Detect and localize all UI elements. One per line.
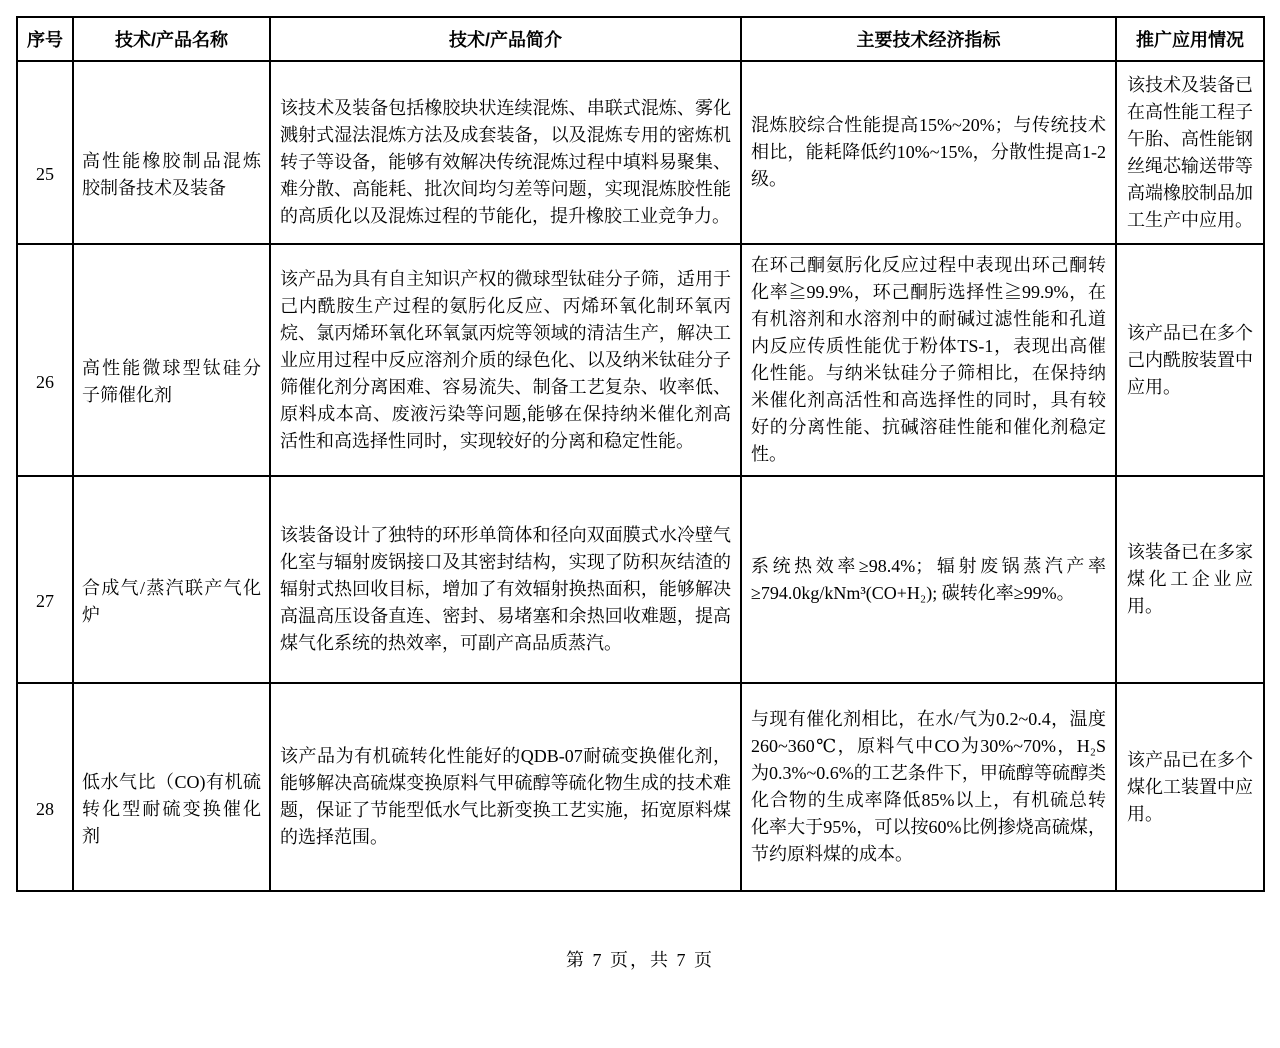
product-indicators: 混炼胶综合性能提高15%~20%；与传统技术相比，能耗降低约10%~15%，分散性提高1-2级。 xyxy=(751,115,1106,189)
product-application: 该产品已在多个己内酰胺装置中应用。 xyxy=(1127,322,1253,397)
row-27-name-cell xyxy=(73,476,270,683)
table-row-27 xyxy=(17,476,1264,683)
row-27-application-cell xyxy=(1116,476,1264,683)
row-27-intro-cell xyxy=(270,476,741,683)
row-26-number-cell xyxy=(17,244,73,476)
table-row-28 xyxy=(17,683,1264,891)
row-25-intro-cell xyxy=(270,61,741,244)
row-26-intro-cell xyxy=(270,244,741,476)
row-number: 28 xyxy=(36,798,54,819)
row-number: 27 xyxy=(36,591,54,611)
header-indicators: 主要技术经济指标 xyxy=(741,17,1116,61)
product-intro: 该技术及装备包括橡胶块状连续混炼、串联式混炼、雾化溅射式湿法混炼方法及成套装备，以及混炼专用的密炼机转子等设备，能够有效解决传统混炼过程中填料易聚集、难分散、高能耗、批次间均匀差等问题，实现混炼胶性能的高质化以及混炼过程的节能化，提升橡胶工业竞争力。 xyxy=(280,98,731,226)
header-name: 技术/产品名称 xyxy=(73,17,270,61)
row-number: 25 xyxy=(36,164,54,184)
row-28-application-cell xyxy=(1116,683,1264,891)
row-26-name-cell xyxy=(73,244,270,476)
page-number-footer: 第 7 页，共 7 页 xyxy=(566,950,714,970)
row-25-indicators-cell xyxy=(741,61,1116,244)
product-indicators: 系统热效率≥98.4%；辐射废锅蒸汽产率≥794.0kg/kNm³(CO+H₂); 碳转化率≥99%。 xyxy=(751,555,1106,603)
row-28-intro-cell xyxy=(270,683,741,891)
row-27-indicators-cell xyxy=(741,476,1116,683)
product-application: 该装备已在多家煤化工企业应用。 xyxy=(1127,542,1253,616)
row-26-indicators-cell xyxy=(741,244,1116,476)
product-name: 低水气比（CO)有机硫转化型耐硫变换催化剂 xyxy=(82,771,261,846)
product-name: 高性能微球型钛硅分子筛催化剂 xyxy=(82,358,261,405)
header-intro: 技术/产品简介 xyxy=(270,17,741,61)
row-25-name-cell xyxy=(73,61,270,244)
row-27-number-cell xyxy=(17,476,73,683)
product-intro: 该产品为有机硫转化性能好的QDB-07耐硫变换催化剂，能够解决高硫煤变换原料气甲硫醇等硫化物生成的技术难题，保证了节能型低水气比新变换工艺实施，拓宽原料煤的选择范围。 xyxy=(280,746,731,847)
product-intro: 该装备设计了独特的环形单筒体和径向双面膜式水冷壁气化室与辐射废锅接口及其密封结构，实现了防积灰结渣的辐射式热回收目标，增加了有效辐射换热面积，能够解决高温高压设备直连、密封、易堵塞和余热回收难题，提高煤气化系统的热效率，可副产高品质蒸汽。 xyxy=(280,525,731,653)
header-row xyxy=(17,17,1264,61)
table-row-25 xyxy=(17,61,1264,244)
header-application: 推广应用情况 xyxy=(1116,17,1264,61)
product-indicators: 在环己酮氨肟化反应过程中表现出环己酮转化率≧99.9%，环己酮肟选择性≧99.9%，在有机溶剂和水溶剂中的耐碱过滤性能和孔道内反应传质性能优于粉体TS-1，表现出高催化性能。与纳米钛硅分子筛相比，在保持纳米催化剂高活性和高选择性的同时，具有较好的分离性能、抗碱溶硅性能和催化剂稳定性。 xyxy=(751,255,1106,464)
row-25-number-cell xyxy=(17,61,73,244)
row-26-application-cell xyxy=(1116,244,1264,476)
row-25-application-cell xyxy=(1116,61,1264,244)
product-application: 该技术及装备已在高性能工程子午胎、高性能钢丝绳芯输送带等高端橡胶制品加工生产中应用。 xyxy=(1127,74,1253,230)
row-28-name-cell xyxy=(73,683,270,891)
product-intro: 该产品为具有自主知识产权的微球型钛硅分子筛，适用于己内酰胺生产过程的氨肟化反应、丙烯环氧化制环氧丙烷、氯丙烯环氧化环氧氯丙烷等领域的清洁生产，解决工业应用过程中反应溶剂介质的绿色化、以及纳米钛硅分子筛催化剂分离困难、容易流失、制备工艺复杂、收率低、原料成本高、废液污染等问题,能够在保持纳米催化剂高活性和高选择性同时，实现较好的分离和稳定性能。 xyxy=(280,268,731,451)
product-indicators: 与现有催化剂相比，在水/气为0.2~0.4，温度260~360℃，原料气中CO为30%~70%，H₂S为0.3%~0.6%的工艺条件下，甲硫醇等硫醇类化合物的生成率降低85%以上，有机硫总转化率大于95%，可以按60%比例掺烧高硫煤，节约原料煤的成本。 xyxy=(751,709,1106,864)
row-28-indicators-cell xyxy=(741,683,1116,891)
tech-product-table xyxy=(16,16,1265,892)
product-name: 高性能橡胶制品混炼胶制备技术及装备 xyxy=(82,150,261,198)
table-row-26 xyxy=(17,244,1264,476)
header-no: 序号 xyxy=(17,17,73,61)
product-application: 该产品已在多个煤化工装置中应用。 xyxy=(1127,749,1253,824)
row-number: 26 xyxy=(36,371,54,392)
product-name: 合成气/蒸汽联产气化炉 xyxy=(82,577,261,625)
row-28-number-cell xyxy=(17,683,73,891)
